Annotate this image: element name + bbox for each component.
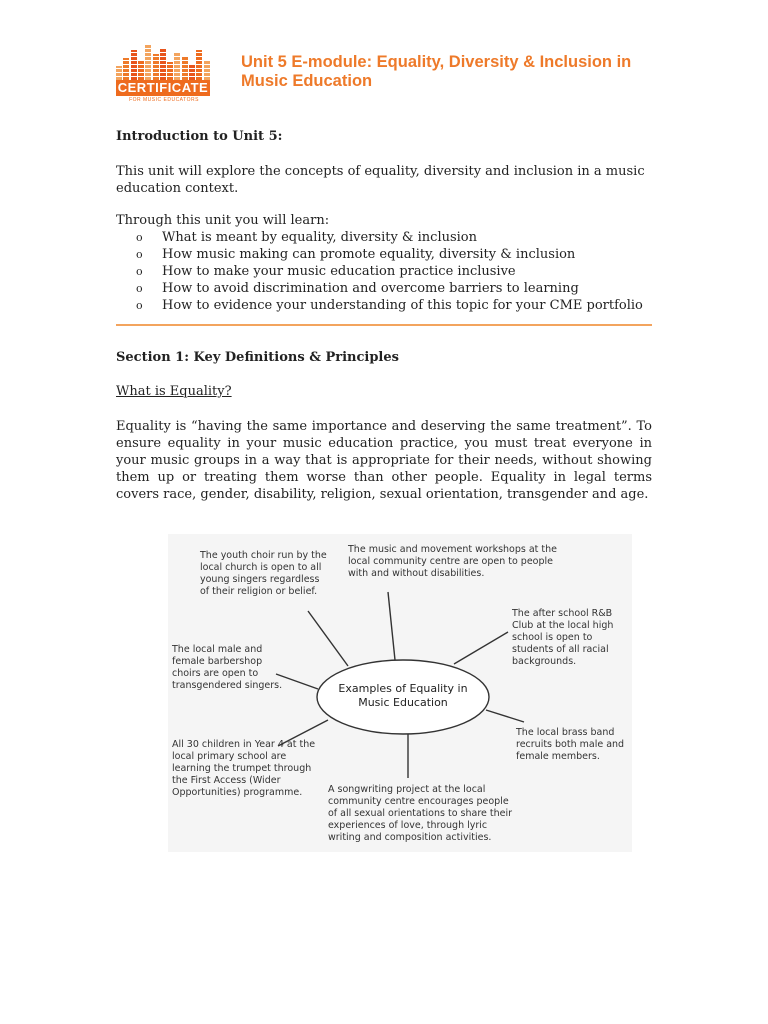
- equalizer-bar: [160, 48, 166, 80]
- equalizer-bar: [131, 50, 137, 80]
- bullet-icon: o: [136, 299, 143, 312]
- bullet-icon: o: [136, 248, 143, 261]
- equalizer-bar: [138, 60, 144, 80]
- connector-line: [308, 611, 348, 666]
- list-item: o How music making can promote equality, diversity & inclusion: [136, 247, 576, 262]
- equalizer-bar: [182, 56, 188, 80]
- learn-lead: Through this unit you will learn:: [116, 213, 330, 228]
- example-songwriting: A songwriting project at the local community centre encourages people of all sexual orientations to share their experiences of love, through lyric writing and composition activities.: [328, 784, 513, 843]
- bullet-icon: o: [136, 282, 143, 295]
- equalizer-bar: [116, 66, 122, 80]
- section-heading: Section 1: Key Definitions & Principles: [116, 350, 399, 365]
- example-year4-trumpet: All 30 children in Year 4 at the local primary school are learning the trumpet through the First Access (Wider Opportunities) programme.: [172, 739, 316, 798]
- example-barbershop: The local male and female barbershop choirs are open to transgendered singers.: [172, 644, 283, 691]
- example-rnb-club: The after school R&B Club at the local high school is open to students of all racial backgrounds.: [512, 608, 614, 667]
- page-title: Unit 5 E-module: Equality, Diversity & Inclusion in Music Education: [241, 53, 632, 90]
- equalizer-bar: [123, 58, 129, 80]
- equalizer-bar: [174, 52, 180, 80]
- bullet-icon: o: [136, 265, 143, 278]
- equality-paragraph: Equality is “having the same importance and deserving the same treatment”. To ensure equality in your music education practice, you must treat everyone in your music groups in a way that is appropriate for their needs, without showing them up or treating them worse than other people. Equality in legal terms covers race, gender, disability, religion, sexual orientation, transgender and age.: [116, 419, 652, 502]
- diagram-center-label: Examples of Equality in Music Education: [338, 682, 468, 709]
- certificate-logo: [116, 42, 212, 104]
- equalizer-bar: [204, 60, 210, 80]
- subsection-heading: What is Equality?: [116, 384, 232, 399]
- intro-paragraph: This unit will explore the concepts of equality, diversity and inclusion in a music education context.: [116, 164, 645, 196]
- equalizer-bar: [189, 64, 195, 80]
- example-brass-band: The local brass band recruits both male and female members.: [516, 727, 625, 762]
- connector-line: [388, 592, 395, 660]
- intro-heading: Introduction to Unit 5:: [116, 129, 283, 144]
- list-item: o How to evidence your understanding of this topic for your CME portfolio: [136, 298, 643, 313]
- list-item: o How to avoid discrimination and overcome barriers to learning: [136, 281, 579, 296]
- equalizer-bar: [167, 62, 173, 80]
- logo-text: CERTIFICATE: [117, 80, 209, 95]
- list-item: o What is meant by equality, diversity & inclusion: [136, 230, 477, 245]
- equalizer-bar: [196, 50, 202, 80]
- equality-examples-diagram: [168, 534, 632, 852]
- bullet-icon: o: [136, 231, 143, 244]
- list-item: o How to make your music education practice inclusive: [136, 264, 516, 279]
- connector-line: [454, 632, 508, 664]
- equalizer-bars-icon: [116, 42, 212, 80]
- example-music-movement: The music and movement workshops at the local community centre are open to people with and without disabilities.: [348, 544, 558, 579]
- example-youth-choir: The youth choir run by the local church is open to all young singers regardless of their religion or belief.: [200, 550, 327, 597]
- logo-subtext: FOR MUSIC EDUCATORS: [129, 97, 199, 103]
- equalizer-bar: [153, 54, 159, 80]
- equalizer-bar: [145, 44, 151, 80]
- section-divider: [116, 324, 652, 326]
- connector-line: [486, 710, 524, 722]
- learning-outcomes-list: [136, 229, 643, 314]
